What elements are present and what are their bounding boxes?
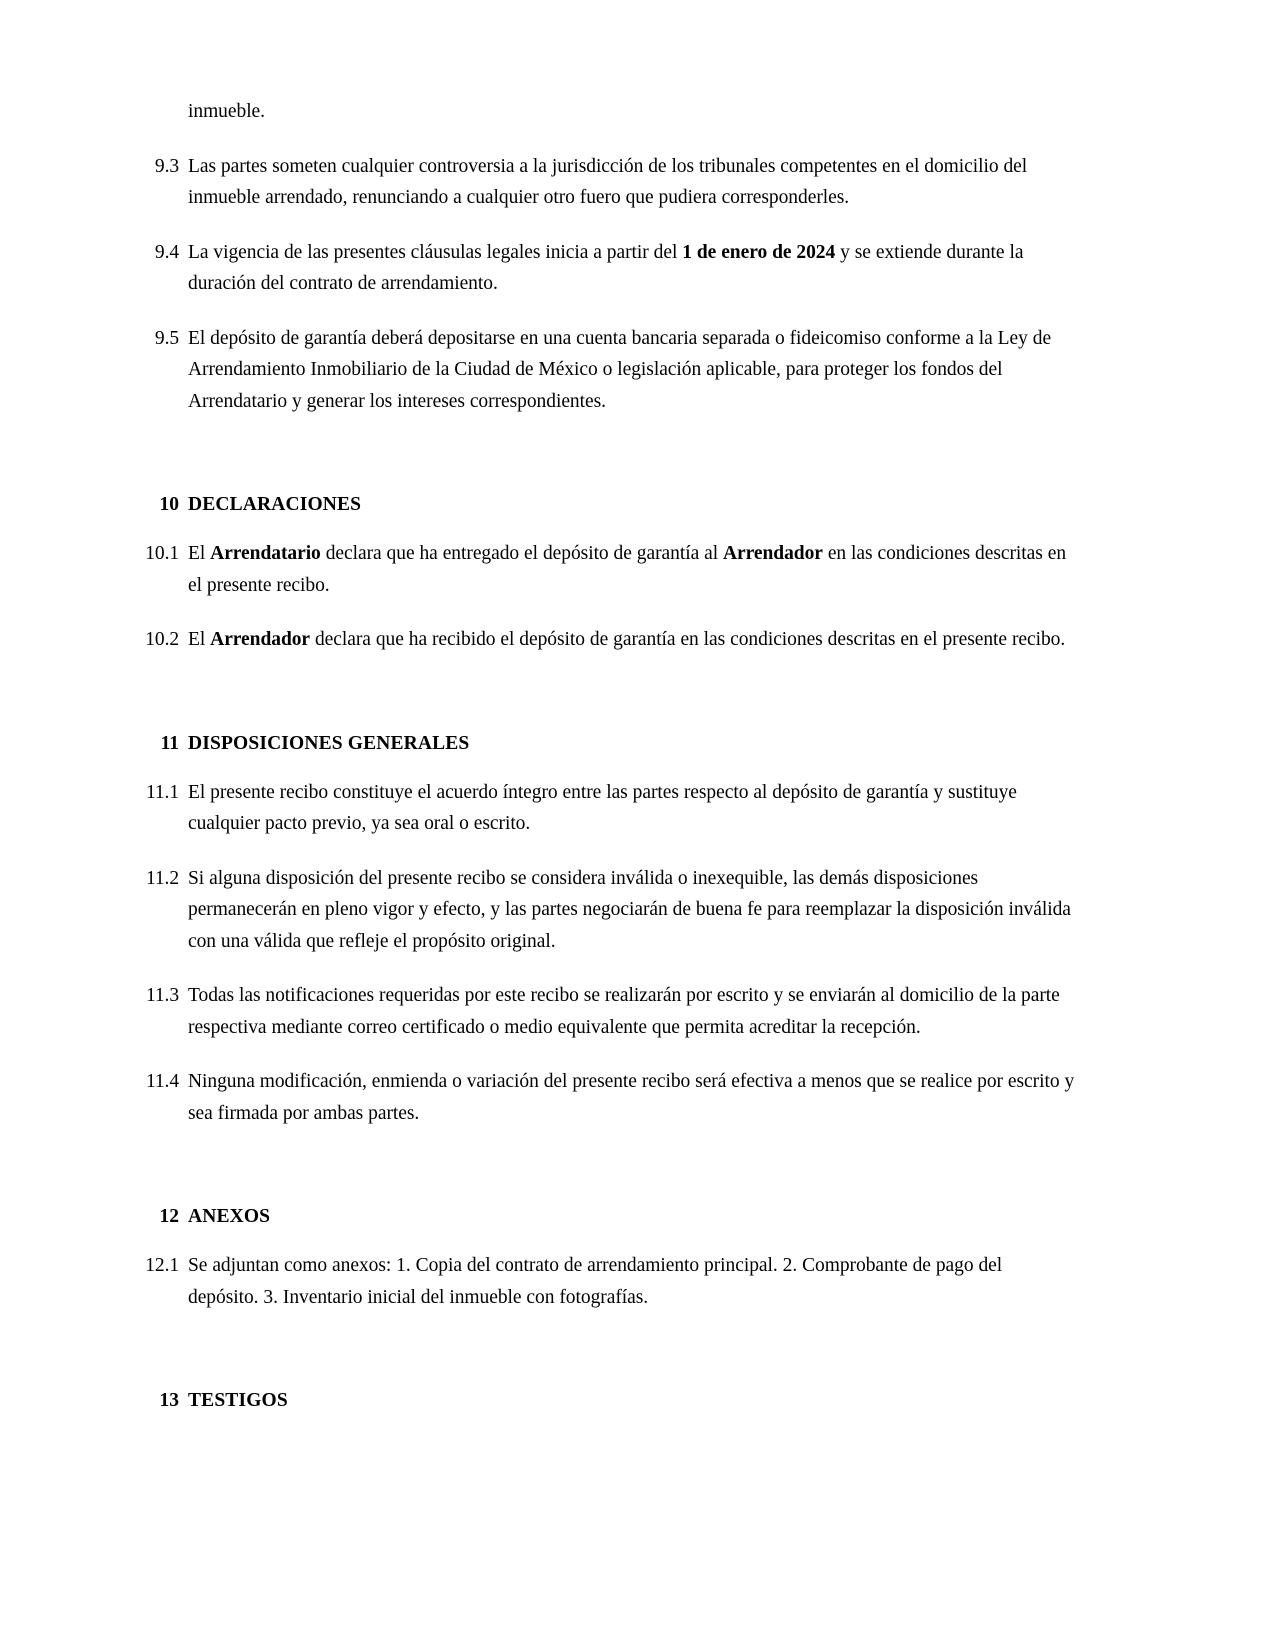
clause-number: 11.2	[145, 867, 179, 889]
clause-text: Todas las notificaciones requeridas por este recibo se realizarán por escrito y se enviarán al domicilio de la parte respectiva mediante correo certificado o medio equivalente que permita acreditar la recepción.	[188, 985, 1060, 1038]
clause-text: Ninguna modificación, enmienda o variación del presente recibo será efectiva a menos que se realice por escrito y sea firmada por ambas partes.	[188, 1071, 1075, 1124]
clause-number: 11.4	[145, 1071, 179, 1092]
section-spacer	[130, 1336, 1075, 1386]
body-text: El	[188, 543, 211, 564]
clause-continuation	[130, 96, 1075, 128]
body-text: y se extiende durante la duración del contrato de arrendamiento.	[188, 241, 1024, 294]
section-heading-spacer	[130, 759, 1075, 777]
clause-row	[130, 1066, 1075, 1129]
section-title: TESTIGOS	[188, 1390, 288, 1411]
clause-number: 9.3	[154, 155, 179, 177]
clause-row	[130, 151, 1075, 214]
clause-number: 9.5	[154, 327, 179, 349]
clause-row	[130, 538, 1075, 601]
section-title: DECLARACIONES	[188, 494, 362, 515]
clause-text: Se adjuntan como anexos: 1. Copia del contrato de arrendamiento principal. 2. Comprobante de pago del depósito. 3. Inventario inicial del inmueble con fotografías.	[188, 1255, 1003, 1308]
section-number: 10	[159, 494, 179, 515]
clause-text: El presente recibo constituye el acuerdo íntegro entre las partes respecto al depósito de garantía y sustituye cualquier pacto previo, ya sea oral o escrito.	[188, 781, 1017, 834]
section-spacer	[130, 679, 1075, 729]
emphasis-text: 1 de enero de 2024	[682, 241, 836, 263]
section-number: 11	[160, 732, 179, 754]
clause-text	[188, 538, 1075, 601]
clause-row	[130, 777, 1075, 840]
emphasis-text: Arrendatario	[210, 543, 321, 564]
emphasis-text: Arrendador	[210, 629, 311, 650]
clause-row	[130, 323, 1075, 418]
body-text: El	[188, 629, 211, 650]
body-text: declara que ha entregado el depósito de garantía al	[320, 543, 724, 564]
section-heading-spacer	[130, 520, 1075, 538]
clause-number: 10.2	[145, 629, 179, 650]
section-number: 12	[159, 1206, 179, 1227]
clause-row	[130, 1250, 1075, 1313]
body-text: declara que ha recibido el depósito de garantía en las condiciones descritas en el presente recibo.	[310, 629, 1066, 650]
body-text: en las condiciones descritas en el presente recibo.	[188, 543, 1067, 596]
section-title: DISPOSICIONES GENERALES	[188, 732, 470, 754]
clause-text: inmueble.	[188, 101, 265, 122]
section-spacer	[130, 1152, 1075, 1202]
clause-text: Si alguna disposición del presente recibo se considera inválida o inexequible, las demás disposiciones permanecerán en pleno vigor y efecto, y las partes negociarán de buena fe para reemplazar la disposición inválida con una válida que refleje el propósito original.	[188, 867, 1071, 952]
clause-row	[130, 237, 1075, 300]
section-spacer	[130, 440, 1075, 490]
clause-number: 12.1	[145, 1255, 179, 1276]
clause-row	[130, 624, 1075, 656]
section-title: ANEXOS	[188, 1206, 271, 1227]
clause-text: El depósito de garantía deberá depositarse en una cuenta bancaria separada o fideicomiso conforme a la Ley de Arrendamiento Inmobiliario de la Ciudad de México o legislación aplicable, para proteger los fondos del Arrendatario y generar los intereses correspondientes.	[188, 327, 1052, 412]
section-heading	[130, 1202, 1075, 1232]
clause-text	[188, 624, 1075, 656]
clause-text	[188, 237, 1075, 300]
clause-text: Las partes someten cualquier controversia a la jurisdicción de los tribunales competentes en el domicilio del inmueble arrendado, renunciando a cualquier otro fuero que pudiera corresponderles.	[188, 155, 1028, 208]
clause-number: 11.3	[145, 985, 179, 1006]
section-heading-spacer	[130, 1232, 1075, 1250]
section-heading	[130, 490, 1075, 520]
clause-row	[130, 863, 1075, 958]
section-heading	[130, 729, 1075, 759]
body-text: La vigencia de las presentes cláusulas legales inicia a partir del	[188, 241, 683, 263]
clause-row	[130, 980, 1075, 1043]
section-heading-spacer	[130, 1416, 1075, 1434]
document-body	[130, 96, 1075, 1434]
clause-number: 11.1	[145, 781, 179, 803]
section-heading	[130, 1386, 1075, 1416]
section-number: 13	[159, 1390, 179, 1411]
emphasis-text: Arrendador	[723, 543, 823, 564]
clause-number: 10.1	[145, 543, 179, 564]
clause-number: 9.4	[154, 241, 179, 263]
